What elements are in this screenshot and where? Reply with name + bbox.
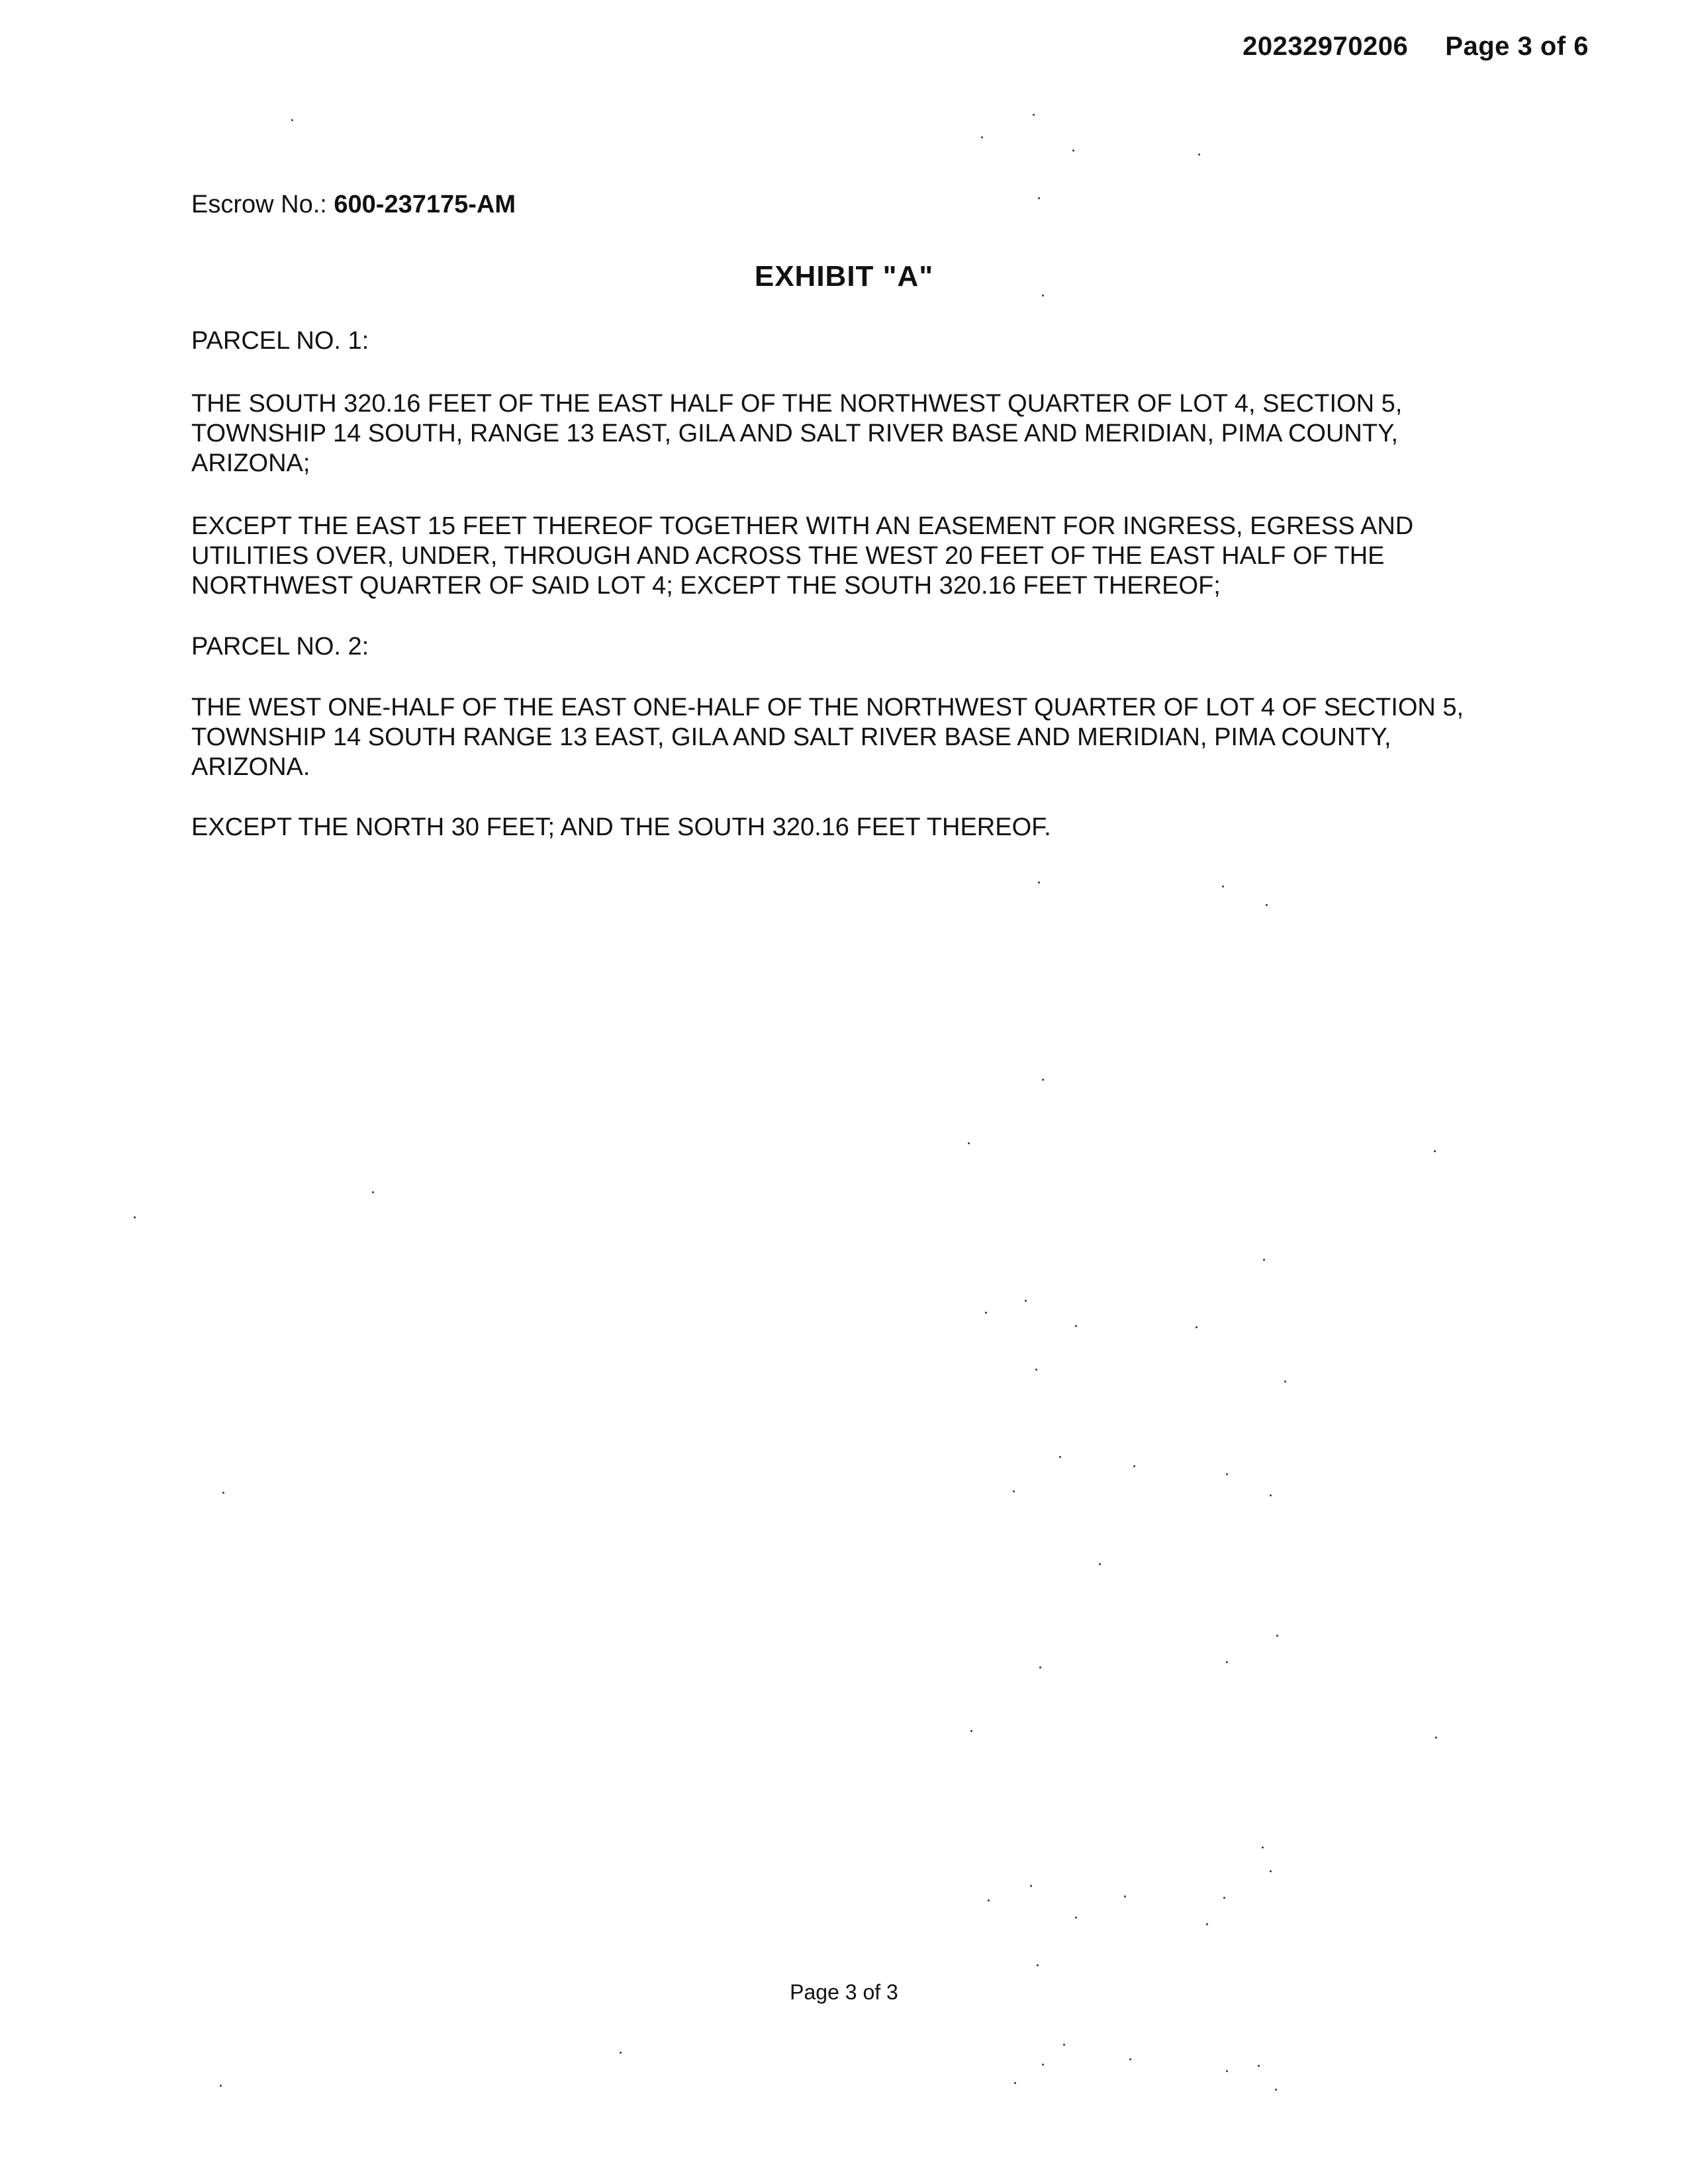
- parcel-2-exception: EXCEPT THE NORTH 30 FEET; AND THE SOUTH 320.16 FEET THEREOF.: [191, 813, 1051, 841]
- parcel-1-description: THE SOUTH 320.16 FEET OF THE EAST HALF OF THE NORTHWEST QUARTER OF LOT 4, SECTION 5, TOWNSHIP 14 SOUTH, RANGE 13 EAST, GILA AND SALT RIVER BASE AND MERIDIAN, PIMA COUNTY, ARIZONA;: [191, 390, 1403, 477]
- escrow-line: [191, 191, 516, 219]
- exhibit-title: EXHIBIT "A": [754, 260, 934, 293]
- escrow-number: 600-237175-AM: [334, 191, 516, 218]
- parcel-2-heading: PARCEL NO. 2:: [191, 633, 369, 660]
- recording-header: [1243, 32, 1589, 62]
- escrow-label: Escrow No.:: [191, 191, 327, 218]
- parcel-1-heading: PARCEL NO. 1:: [191, 327, 369, 355]
- parcel-1-exception: EXCEPT THE EAST 15 FEET THEREOF TOGETHER WITH AN EASEMENT FOR INGRESS, EGRESS AND UTILITIES OVER, UNDER, THROUGH AND ACROSS THE WEST 20 FEET OF THE EAST HALF OF THE NORTHWEST QUARTER OF SAID LOT 4; EXCEPT THE SOUTH 320.16 FEET THEREOF;: [191, 512, 1414, 600]
- footer-page-label: Page 3 of 3: [790, 1980, 898, 2004]
- parcel-2-description: THE WEST ONE-HALF OF THE EAST ONE-HALF OF THE NORTHWEST QUARTER OF LOT 4 OF SECTION 5, TOWNSHIP 14 SOUTH RANGE 13 EAST, GILA AND SALT RIVER BASE AND MERIDIAN, PIMA COUNTY, ARIZONA.: [191, 694, 1464, 781]
- recording-number: 20232970206: [1243, 32, 1409, 61]
- header-page-label: Page 3 of 6: [1445, 32, 1589, 61]
